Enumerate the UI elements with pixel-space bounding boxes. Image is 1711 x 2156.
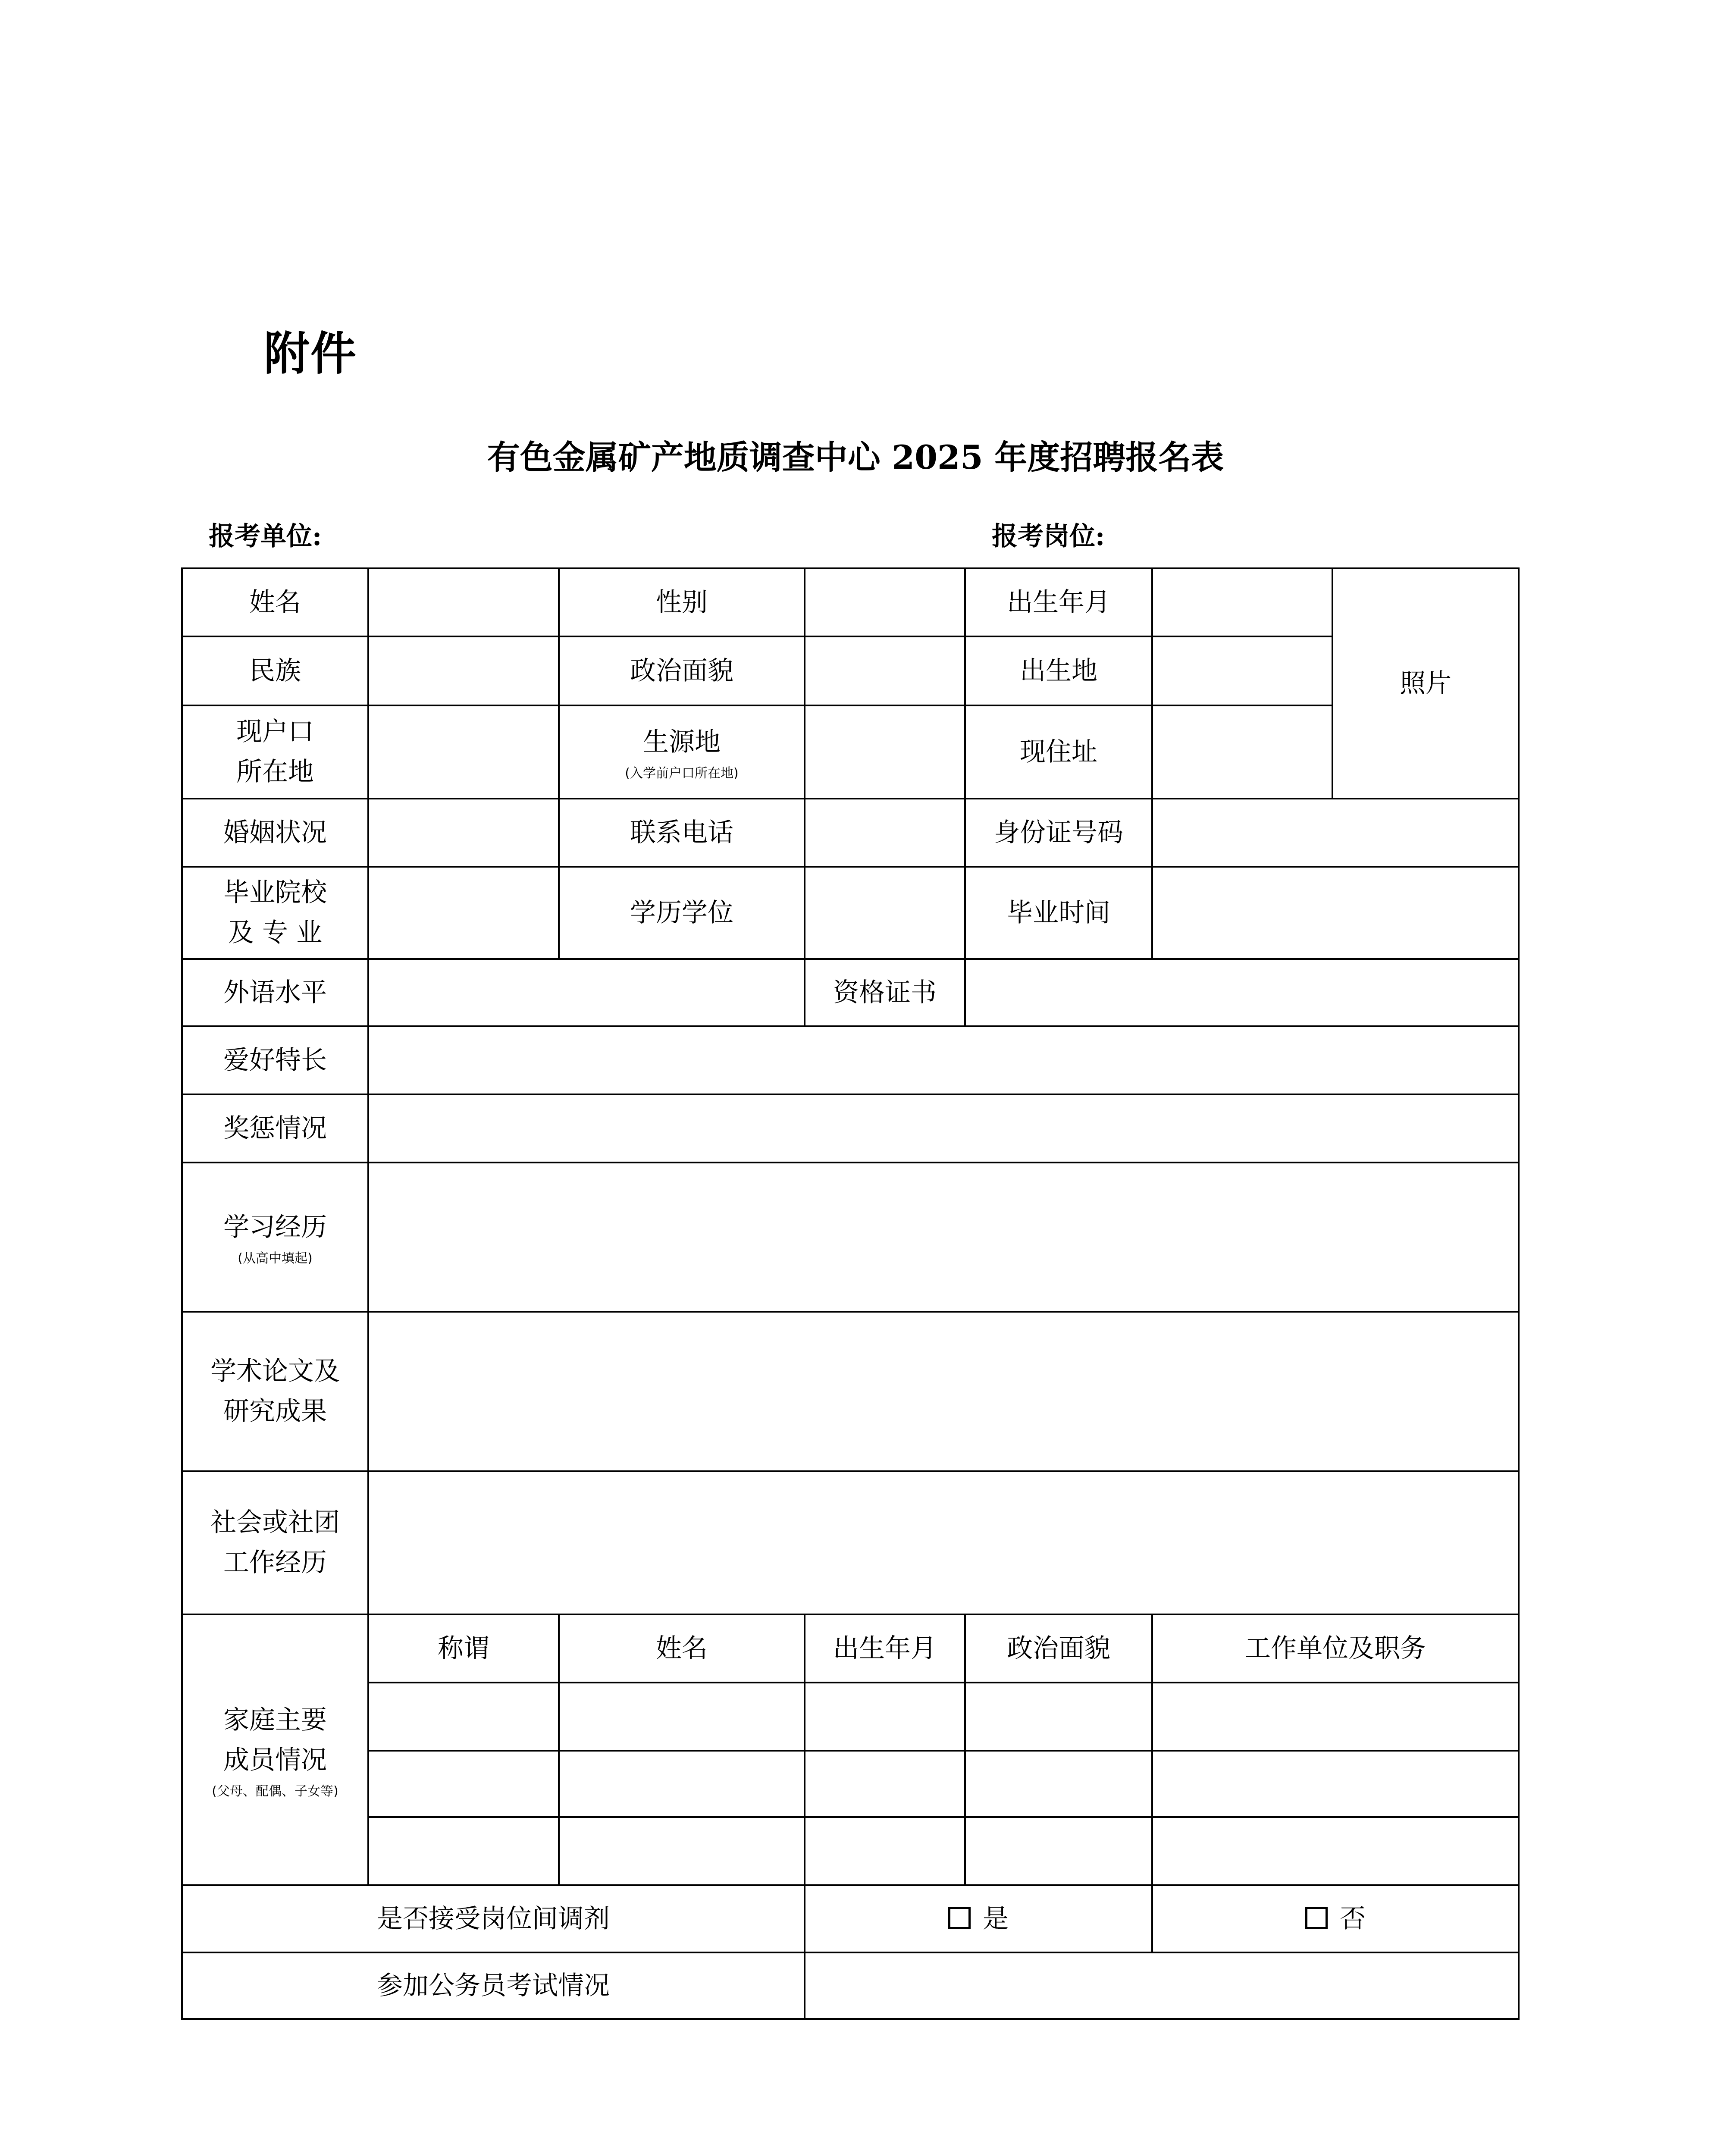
- family-name-field[interactable]: [559, 1751, 805, 1817]
- papers-label: [182, 1312, 368, 1471]
- social-label-line2: 工作经历: [223, 1548, 327, 1578]
- awards-label: 奖惩情况: [182, 1094, 368, 1163]
- family-name-field[interactable]: [559, 1817, 805, 1885]
- social-field[interactable]: [368, 1471, 1519, 1614]
- phone-label: 联系电话: [559, 799, 805, 867]
- form-row-hobbies: [182, 1026, 1519, 1094]
- language-label: 外语水平: [182, 959, 368, 1026]
- family-header-row: [182, 1614, 1519, 1683]
- family-label-line1: 家庭主要: [223, 1705, 327, 1735]
- form-title: 有色金属矿产地质调查中心 2025 年度招聘报名表: [487, 438, 1224, 476]
- form-row-social: [182, 1471, 1519, 1614]
- papers-field[interactable]: [368, 1312, 1519, 1471]
- origin-note: (入学前户口所在地): [625, 766, 739, 781]
- hukou-label: [182, 705, 368, 799]
- residence-label: 现住址: [965, 705, 1152, 799]
- family-birth-field[interactable]: [805, 1817, 965, 1885]
- family-header-name: 姓名: [559, 1614, 805, 1683]
- awards-field[interactable]: [368, 1094, 1519, 1163]
- certificate-field[interactable]: [965, 959, 1519, 1026]
- grad-time-field[interactable]: [1152, 867, 1519, 959]
- application-form-table: [181, 567, 1520, 2020]
- ethnicity-field[interactable]: [368, 636, 559, 705]
- yes-label: 是: [983, 1903, 1009, 1934]
- no-label: 否: [1340, 1903, 1366, 1934]
- id-number-label: 身份证号码: [965, 799, 1152, 867]
- family-relation-field[interactable]: [368, 1683, 559, 1751]
- form-row-basic-1: [182, 568, 1519, 636]
- origin-label-text: 生源地: [643, 727, 721, 757]
- study-note: (从高中填起): [238, 1251, 313, 1266]
- origin-label: [559, 705, 805, 799]
- family-employer-field[interactable]: [1152, 1683, 1519, 1751]
- grad-time-label: 毕业时间: [965, 867, 1152, 959]
- transfer-label: 是否接受岗位间调剂: [182, 1885, 805, 1952]
- family-political-field[interactable]: [965, 1751, 1152, 1817]
- photo-cell[interactable]: 照片: [1332, 568, 1519, 799]
- hukou-label-line1: 现户口: [236, 717, 314, 747]
- name-label: 姓名: [182, 568, 368, 636]
- transfer-no-option[interactable]: [1152, 1885, 1519, 1952]
- transfer-yes-option[interactable]: [805, 1885, 1152, 1952]
- study-field[interactable]: [368, 1163, 1519, 1312]
- birthplace-label: 出生地: [965, 636, 1152, 705]
- school-label-line2: 及 专 业: [228, 918, 323, 948]
- family-note: (父母、配偶、子女等): [212, 1783, 338, 1799]
- family-member-row: [182, 1683, 1519, 1751]
- family-relation-field[interactable]: [368, 1817, 559, 1885]
- origin-field[interactable]: [805, 705, 965, 799]
- family-header-relation: 称谓: [368, 1614, 559, 1683]
- form-row-transfer: [182, 1885, 1519, 1952]
- family-relation-field[interactable]: [368, 1751, 559, 1817]
- papers-label-line2: 研究成果: [223, 1396, 327, 1426]
- applied-post-label: 报考岗位:: [992, 521, 1105, 552]
- family-political-field[interactable]: [965, 1817, 1152, 1885]
- form-row-basic-2: [182, 636, 1519, 705]
- study-label-text: 学习经历: [223, 1212, 327, 1242]
- gender-field[interactable]: [805, 568, 965, 636]
- form-row-language: [182, 959, 1519, 1026]
- birth-field[interactable]: [1152, 568, 1332, 636]
- family-birth-field[interactable]: [805, 1751, 965, 1817]
- language-field[interactable]: [368, 959, 805, 1026]
- family-birth-field[interactable]: [805, 1683, 965, 1751]
- marital-field[interactable]: [368, 799, 559, 867]
- civil-exam-field[interactable]: [805, 1952, 1519, 2019]
- form-row-education: [182, 867, 1519, 959]
- hukou-label-line2: 所在地: [236, 757, 314, 787]
- marital-label: 婚姻状况: [182, 799, 368, 867]
- family-name-field[interactable]: [559, 1683, 805, 1751]
- family-label-line2: 成员情况: [223, 1745, 327, 1775]
- no-checkbox[interactable]: [1305, 1907, 1328, 1929]
- ethnicity-label: 民族: [182, 636, 368, 705]
- family-header-employer: 工作单位及职务: [1152, 1614, 1519, 1683]
- degree-label: 学历学位: [559, 867, 805, 959]
- family-member-row: [182, 1751, 1519, 1817]
- hukou-field[interactable]: [368, 705, 559, 799]
- school-field[interactable]: [368, 867, 559, 959]
- family-header-birth: 出生年月: [805, 1614, 965, 1683]
- form-row-contact: [182, 799, 1519, 867]
- yes-checkbox[interactable]: [948, 1907, 971, 1929]
- family-member-row: [182, 1817, 1519, 1885]
- family-political-field[interactable]: [965, 1683, 1152, 1751]
- form-row-basic-3: [182, 705, 1519, 799]
- social-label: [182, 1471, 368, 1614]
- family-label: [182, 1614, 368, 1885]
- id-number-field[interactable]: [1152, 799, 1519, 867]
- school-label-line1: 毕业院校: [223, 877, 327, 908]
- political-field[interactable]: [805, 636, 965, 705]
- degree-field[interactable]: [805, 867, 965, 959]
- gender-label: 性别: [559, 568, 805, 636]
- birth-label: 出生年月: [965, 568, 1152, 636]
- certificate-label: 资格证书: [805, 959, 965, 1026]
- hobbies-label: 爱好特长: [182, 1026, 368, 1094]
- social-label-line1: 社会或社团: [210, 1507, 340, 1538]
- name-field[interactable]: [368, 568, 559, 636]
- form-row-study: [182, 1163, 1519, 1312]
- hobbies-field[interactable]: [368, 1026, 1519, 1094]
- form-row-papers: [182, 1312, 1519, 1471]
- papers-label-line1: 学术论文及: [210, 1356, 340, 1386]
- family-employer-field[interactable]: [1152, 1817, 1519, 1885]
- form-row-awards: [182, 1094, 1519, 1163]
- civil-exam-label: 参加公务员考试情况: [182, 1952, 805, 2019]
- residence-field[interactable]: [1152, 705, 1332, 799]
- family-header-political: 政治面貌: [965, 1614, 1152, 1683]
- study-label: [182, 1163, 368, 1312]
- birthplace-field[interactable]: [1152, 636, 1332, 705]
- family-employer-field[interactable]: [1152, 1751, 1519, 1817]
- political-label: 政治面貌: [559, 636, 805, 705]
- applied-unit-label: 报考单位:: [209, 521, 322, 552]
- form-row-civil-exam: [182, 1952, 1519, 2019]
- attachment-label: 附件: [264, 327, 357, 380]
- phone-field[interactable]: [805, 799, 965, 867]
- school-label: [182, 867, 368, 959]
